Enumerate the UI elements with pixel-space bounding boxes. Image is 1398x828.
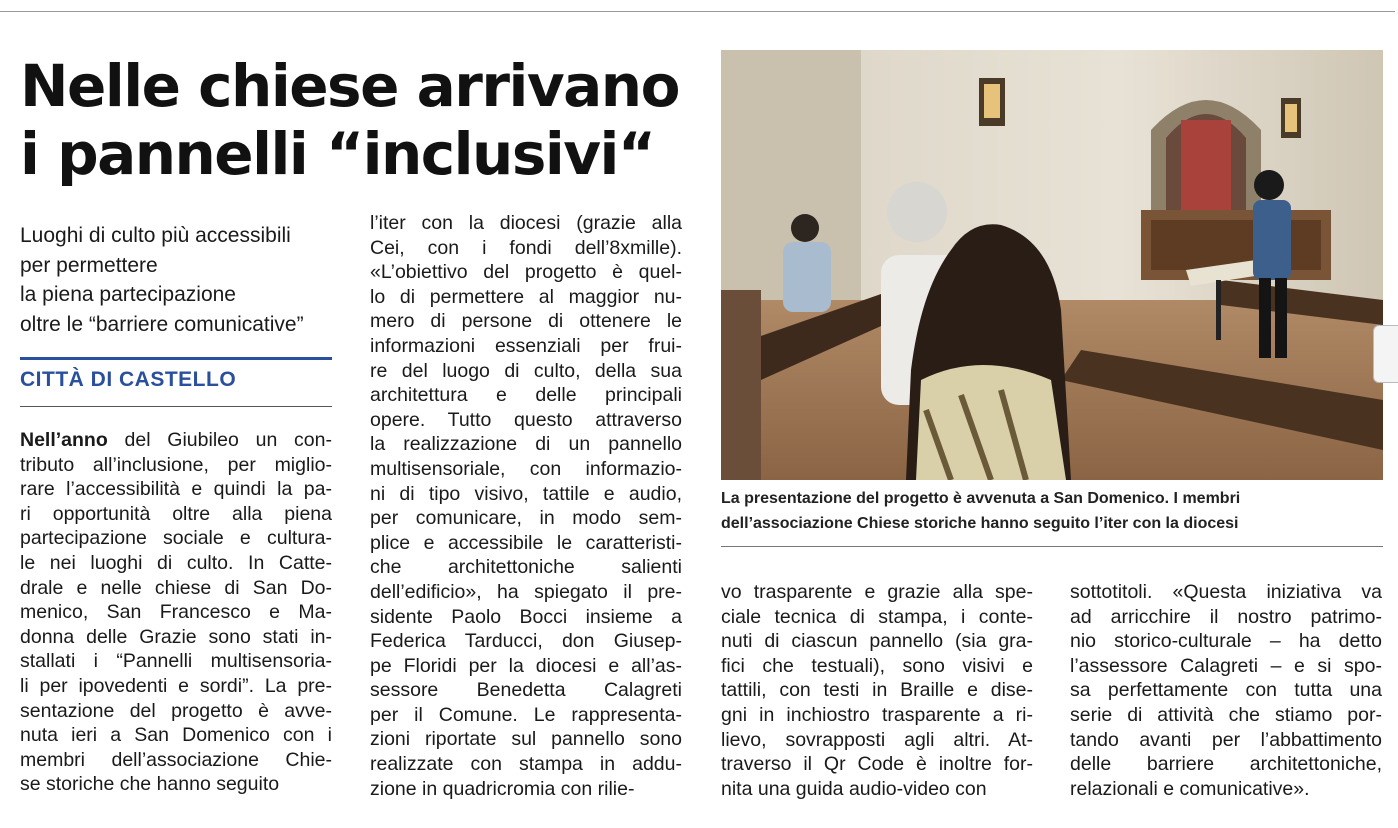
article-line: nio storico-culturale – ha detto [1070, 630, 1382, 653]
article-line: menico, San Francesco e Ma- [20, 601, 332, 624]
photo-caption [721, 486, 1381, 536]
article-column-3 [721, 580, 1033, 801]
article-line: serie di attività che stiamo por- [1070, 703, 1382, 726]
article-line: li per ipovedenti e sordi”. La pre- [20, 674, 332, 697]
article-line: relazionali e comunicative». [1070, 777, 1310, 800]
article-line: sottotitoli. «Questa iniziativa va [1070, 581, 1382, 603]
article-line: zione in quadricromia con rilie- [370, 777, 635, 800]
article-column-2 [370, 211, 682, 801]
article-line: la realizzazione di un pannello [370, 433, 682, 456]
article-line: opere. Tutto questo attraverso [370, 408, 682, 431]
article-column-4 [1070, 580, 1382, 801]
caption-line: dell’associazione Chiese storiche hanno seguito l’iter con la diocesi [721, 515, 1239, 532]
church-presentation-photo [721, 50, 1383, 480]
article-line-text: del Giubileo un con- [107, 429, 332, 451]
article-line: tributo all’inclusione, per miglio- [20, 453, 332, 476]
article-lead: Nell’anno [20, 429, 108, 451]
article-line: tando avanti per l’abbattimento [1070, 728, 1382, 751]
article-line: Cei, con i fondi dell’8xmille). [370, 236, 682, 259]
subhead-line: Luoghi di culto più accessibili [20, 224, 291, 247]
article-line: zioni riportate sul pannello sono [370, 728, 682, 751]
subhead-line: oltre le “barriere comunicative” [20, 312, 304, 336]
article-line: l’assessore Calagreti – e si spo- [1070, 654, 1382, 677]
article-line: realizzate con stampa in addu- [370, 753, 682, 776]
article-line: architettura e delle principali [370, 384, 682, 407]
article-line: delle barriere architettoniche, [1070, 753, 1382, 776]
article-line: che architettoniche salienti [370, 556, 682, 579]
kicker-bottom-rule [20, 406, 332, 407]
article-line: rare l’accessibilità e quindi la pa- [20, 478, 332, 501]
article-line: sessore Benedetta Calagreti [370, 679, 682, 702]
location-kicker: CITTÀ DI CASTELLO [20, 368, 237, 391]
caption-rule [721, 546, 1383, 547]
article-line: multisensoriale, con informazio- [370, 457, 682, 480]
article-line: dell’edificio», ha spiegato il pre- [370, 580, 682, 603]
subhead-line: la piena partecipazione [20, 283, 236, 306]
article-line: traverso il Qr Code è inoltre for- [721, 753, 1033, 776]
article-line: partecipazione sociale e cultura- [20, 527, 332, 550]
article-line: gni in inchiostro trasparente a ri- [721, 703, 1033, 726]
article-line: per comunicare, in modo sem- [370, 507, 682, 530]
article-line: lievo, sovrapposti agli altri. At- [721, 728, 1033, 751]
article-line: plice e accessibile le caratteristi- [370, 531, 682, 554]
kicker-rule [20, 357, 332, 360]
article-line: ciale tecnica di stampa, i conte- [721, 605, 1033, 628]
photo-illustration [721, 50, 1383, 480]
article-line: «L’obiettivo del progetto è quel- [370, 261, 682, 284]
article-line: donna delle Grazie sono stati in- [20, 625, 332, 648]
article-line: nuta ieri a San Domenico con i [20, 724, 332, 747]
subhead-line: per permettere [20, 253, 158, 277]
article-line: ri opportunità oltre alla piena [20, 502, 332, 525]
article-line: ni di tipo visivo, tattile e audio, [370, 482, 682, 505]
article-line: membri dell’associazione Chie- [20, 748, 332, 771]
article-line: pe Floridi per la diocesi e all’as- [370, 654, 682, 677]
page-edge-tab[interactable] [1373, 325, 1398, 383]
article-line: mero di persone di ottenere le [370, 310, 682, 333]
article-line: re del luogo di culto, della sua [370, 359, 682, 382]
article-line: le nei luoghi di culto. In Catte- [20, 551, 332, 574]
article-line: sa perfettamente con tutta una [1070, 679, 1382, 702]
headline-line-2: i pannelli “inclusivi“ [20, 120, 655, 188]
article-line: vo trasparente e grazie alla spe- [721, 581, 1033, 603]
headline [20, 52, 710, 188]
headline-line-1: Nelle chiese arrivano [20, 52, 679, 120]
article-column-1 [20, 428, 332, 797]
caption-line: La presentazione del progetto è avvenuta a San Domenico. I membri [721, 490, 1241, 507]
article-line: stallati i “Pannelli multisensoria- [20, 650, 332, 673]
article-line [20, 428, 332, 453]
article-line: sentazione del progetto è avve- [20, 699, 332, 722]
subheadline [20, 221, 340, 339]
article-line: fici che testuali), sono visivi e [721, 654, 1033, 677]
article-line: tattili, con testi in Braille e dise- [721, 679, 1033, 702]
article-line: drale e nelle chiese di San Do- [20, 576, 332, 599]
article-line: se storiche che hanno seguito [20, 773, 280, 796]
article-line: Federica Tarducci, don Giusep- [370, 630, 682, 653]
article-line: nuti di ciascun pannello (sia gra- [721, 630, 1033, 653]
article-line: informazioni essenziali per frui- [370, 334, 682, 357]
article-line: lo di permettere al maggior nu- [370, 285, 682, 308]
article-line: ad arricchire il nostro patrimo- [1070, 605, 1382, 628]
top-rule [0, 11, 1395, 12]
article-line: per il Comune. Le rappresenta- [370, 703, 682, 726]
article-line: l’iter con la diocesi (grazie alla [370, 212, 682, 234]
article-line: sidente Paolo Bocci insieme a [370, 605, 682, 628]
article-line: nita una guida audio-video con [721, 777, 987, 800]
